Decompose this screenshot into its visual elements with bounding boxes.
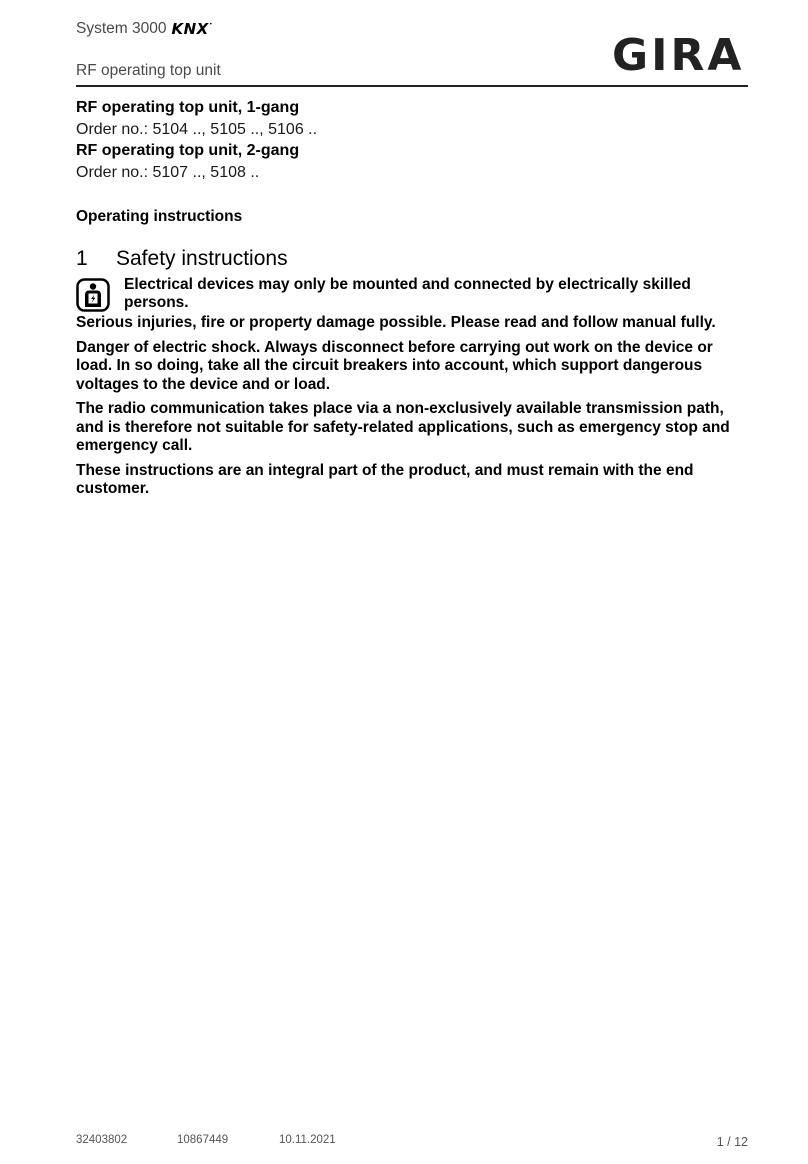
system-label: System 3000 [76, 20, 167, 37]
section-title: Safety instructions [116, 247, 288, 270]
header-divider [76, 85, 748, 87]
footer-doc-number: 32403802 [76, 1134, 128, 1146]
section-heading [76, 247, 288, 271]
document-type: Operating instructions [76, 208, 243, 225]
electrician-icon [76, 278, 110, 312]
page-number: 1 / 12 [716, 1135, 748, 1149]
warning-text: Electrical devices may only be mounted and connected by electrically skilled persons. [124, 276, 691, 311]
knx-trademark: • [209, 22, 212, 28]
section-number: 1 [76, 247, 88, 270]
paragraph: The radio communication takes place via a non-exclusively available transmission path, and is therefore not suitable for safety-related applications, such as emergency stop and emergency call. [76, 400, 730, 454]
header-system [76, 20, 212, 38]
paragraph: These instructions are an integral part of the product, and must remain with the end customer. [76, 461, 694, 497]
footer-ref-number: 10867449 [177, 1134, 229, 1146]
order-number-1gang: Order no.: 5104 .., 5105 .., 5106 .. [76, 120, 318, 138]
paragraph: Serious injuries, fire or property damage possible. Please read and follow manual fully. [76, 314, 716, 331]
footer-date: 10.11.2021 [279, 1134, 336, 1146]
gira-logo: GIRA [612, 30, 745, 81]
order-number-2gang: Order no.: 5107 .., 5108 .. [76, 163, 260, 181]
knx-logo: KNX [171, 20, 209, 38]
safety-paragraphs [76, 314, 748, 505]
product-title-1gang: RF operating top unit, 1-gang [76, 99, 300, 116]
product-info [76, 97, 317, 183]
product-title-2gang: RF operating top unit, 2-gang [76, 142, 300, 159]
paragraph: Danger of electric shock. Always disconnect before carrying out work on the device or load. In so doing, take all the circuit breakers into account, which support dangerous voltages to the device and or load. [76, 338, 713, 393]
header-product-line: RF operating top unit [76, 62, 221, 79]
